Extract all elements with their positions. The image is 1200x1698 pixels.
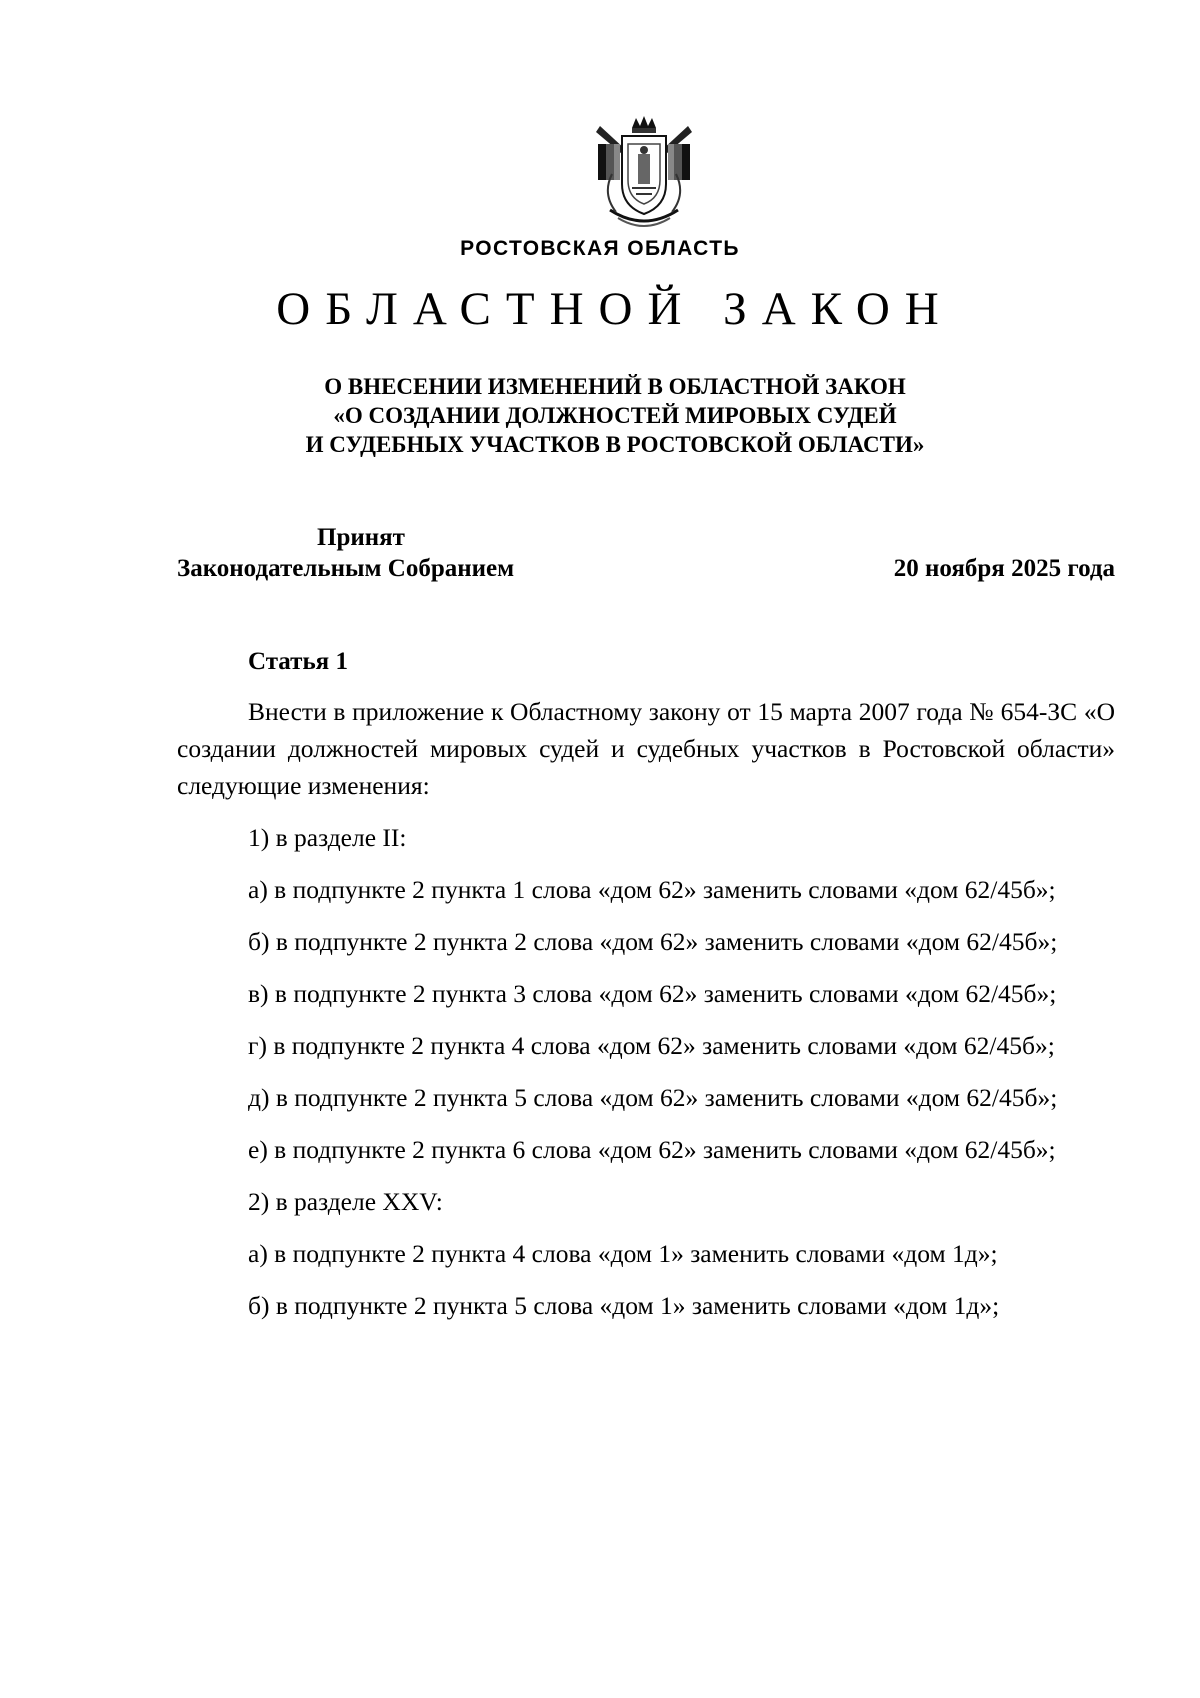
region-name: РОСТОВСКАЯ ОБЛАСТЬ — [460, 237, 740, 260]
law-title-line: О ВНЕСЕНИИ ИЗМЕНЕНИЙ В ОБЛАСТНОЙ ЗАКОН — [324, 374, 906, 399]
paragraph: г) в подпункте 2 пункта 4 слова «дом 62» заменить словами «дом 62/45б»; — [248, 1031, 1055, 1060]
paragraph: а) в подпункте 2 пункта 4 слова «дом 1» заменить словами «дом 1д»; — [248, 1239, 998, 1268]
article-body — [177, 693, 1115, 1339]
paragraph: б) в подпункте 2 пункта 5 слова «дом 1» заменить словами «дом 1д»; — [248, 1291, 1000, 1320]
law-title-line: И СУДЕБНЫХ УЧАСТКОВ В РОСТОВСКОЙ ОБЛАСТИ» — [305, 432, 925, 457]
adopting-body: Законодательным Собранием — [177, 555, 515, 582]
paragraph: 2) в разделе XXV: — [248, 1187, 443, 1216]
law-title-line: «О СОЗДАНИИ ДОЛЖНОСТЕЙ МИРОВЫХ СУДЕЙ — [333, 403, 897, 428]
paragraph: 1) в разделе II: — [248, 823, 407, 852]
law-title — [150, 372, 1050, 459]
paragraph: в) в подпункте 2 пункта 3 слова «дом 62» заменить словами «дом 62/45б»; — [248, 979, 1057, 1008]
paragraph: д) в подпункте 2 пункта 5 слова «дом 62» заменить словами «дом 62/45б»; — [248, 1083, 1058, 1112]
coat-of-arms-icon — [592, 114, 696, 234]
adopted-label: Принят — [317, 524, 405, 551]
adoption-date: 20 ноября 2025 года — [893, 555, 1115, 582]
paragraph: е) в подпункте 2 пункта 6 слова «дом 62» заменить словами «дом 62/45б»; — [248, 1135, 1056, 1164]
paragraph: б) в подпункте 2 пункта 2 слова «дом 62» заменить словами «дом 62/45б»; — [248, 927, 1058, 956]
paragraph: а) в подпункте 2 пункта 1 слова «дом 62» заменить словами «дом 62/45б»; — [248, 875, 1056, 904]
adoption-statement — [177, 522, 514, 584]
article-heading: Статья 1 — [248, 648, 348, 675]
paragraph: Внести в приложение к Областному закону от 15 марта 2007 года № 654-ЗС «О создании должностей мировых судей и судебных участков в Ростовской области» следующие изменения: — [177, 697, 1115, 800]
law-type-heading: ОБЛАСТНОЙ ЗАКОН — [276, 283, 954, 335]
